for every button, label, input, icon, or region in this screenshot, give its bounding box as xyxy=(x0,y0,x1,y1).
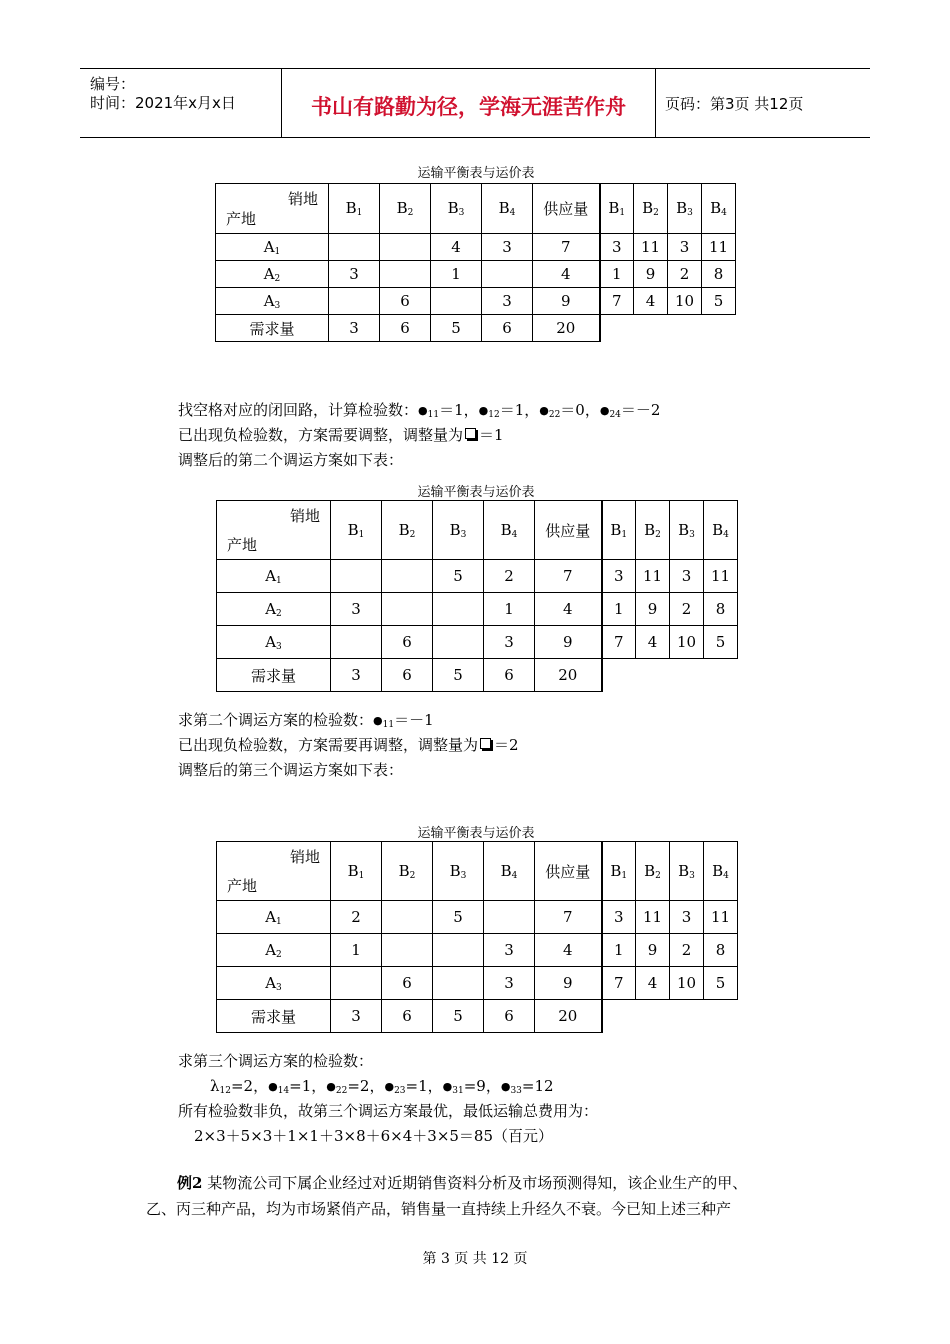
subscript: 11 xyxy=(427,410,440,420)
cost-column-header-cell xyxy=(602,501,636,560)
row-header-cell xyxy=(217,626,331,659)
cost-cell: 7 xyxy=(602,626,636,659)
cell-label: B xyxy=(498,199,510,217)
text-segment: 某物流公司下属企业经过对近期销售资料分析及市场预测得知，该企业生产的甲、 xyxy=(207,1174,748,1192)
page-footer: 第 3 页 共 12 页 xyxy=(422,1251,528,1267)
column-header-cell xyxy=(382,501,433,560)
allocation-cell xyxy=(382,560,433,593)
subscript: 33 xyxy=(510,1086,522,1096)
allocation-cell: 3 xyxy=(484,967,535,1000)
demand-cell: 5 xyxy=(431,315,482,342)
table-header-row xyxy=(216,184,736,234)
empty-corner-cell xyxy=(602,659,738,692)
column-header-cell xyxy=(331,842,382,901)
cell-label: B xyxy=(678,861,690,880)
demand-row xyxy=(216,315,736,342)
supply-cell: 4 xyxy=(533,261,600,288)
cell-label: B xyxy=(610,520,622,539)
cell-subscript: 2 xyxy=(653,208,659,218)
allocation-cell: 3 xyxy=(329,261,380,288)
demand-header-cell: 需求量 xyxy=(216,315,329,342)
text-segment: ＝0， xyxy=(560,401,600,419)
corner-bottom-label: 产地 xyxy=(227,536,258,554)
cell-label: B xyxy=(347,520,359,539)
allocation-cell xyxy=(380,261,431,288)
row-header-cell xyxy=(217,967,331,1000)
table-row xyxy=(217,901,738,934)
supply-header-cell: 供应量 xyxy=(535,501,602,560)
header-page-cell xyxy=(655,69,870,137)
bullet-icon: ● xyxy=(384,1080,395,1093)
allocation-cell xyxy=(433,934,484,967)
example-2-line-2: 乙、丙三种产品，均为市场紧俏产品，销售量一直持续上升经久不衰。今已知上述三种产 xyxy=(146,1200,732,1218)
demand-cell: 6 xyxy=(482,315,533,342)
cell-subscript: 2 xyxy=(409,870,416,881)
cost-cell: 10 xyxy=(670,626,704,659)
cell-label: B xyxy=(345,199,357,217)
allocation-cell: 1 xyxy=(331,934,382,967)
row-header-cell xyxy=(216,234,329,261)
allocation-cell: 4 xyxy=(431,234,482,261)
text-segment: ＝－1 xyxy=(394,711,434,729)
text-segment: 已出现负检验数，方案需要调整，调整量为 xyxy=(178,426,464,444)
cost-column-header-cell xyxy=(636,501,670,560)
demand-row xyxy=(217,1000,738,1033)
demand-cell: 6 xyxy=(380,315,431,342)
cell-label: B xyxy=(500,520,512,539)
cost-cell: 11 xyxy=(636,901,670,934)
table-row xyxy=(216,261,736,288)
cost-cell: 7 xyxy=(600,288,634,315)
subscript: 22 xyxy=(335,1086,348,1096)
allocation-cell xyxy=(331,626,382,659)
demand-cell: 3 xyxy=(331,1000,382,1033)
page-header xyxy=(80,68,870,138)
table1-caption: 运输平衡表与运价表 xyxy=(417,166,535,181)
cost-cell: 5 xyxy=(704,626,738,659)
cost-column-header-cell xyxy=(668,184,702,234)
demand-cell: 6 xyxy=(382,659,433,692)
column-header-cell xyxy=(329,184,380,234)
allocation-cell: 3 xyxy=(482,234,533,261)
total-cell: 20 xyxy=(533,315,600,342)
cell-subscript: 4 xyxy=(511,529,518,540)
cost-column-header-cell xyxy=(704,501,738,560)
column-header-cell xyxy=(433,501,484,560)
cell-subscript: 4 xyxy=(509,208,516,218)
column-header-cell xyxy=(482,184,533,234)
cell-subscript: 3 xyxy=(460,870,467,881)
row-header-cell xyxy=(217,593,331,626)
allocation-cell xyxy=(433,967,484,1000)
cost-cell: 11 xyxy=(636,560,670,593)
cell-label: B xyxy=(398,520,410,539)
row-header-cell xyxy=(217,901,331,934)
cost-cell: 5 xyxy=(704,967,738,1000)
table-row xyxy=(217,593,738,626)
cost-cell: 2 xyxy=(670,934,704,967)
lambda-symbol: λ xyxy=(210,1077,220,1095)
allocation-cell xyxy=(382,593,433,626)
allocation-cell: 5 xyxy=(433,901,484,934)
text-segment: ＝－2 xyxy=(620,401,661,419)
cell-label: B xyxy=(676,199,688,217)
cost-cell: 4 xyxy=(636,967,670,1000)
row-header-cell xyxy=(217,560,331,593)
text-line-adjust-2 xyxy=(178,734,519,755)
table-header-row xyxy=(217,501,738,560)
header-motto-cell xyxy=(281,69,656,137)
allocation-cell xyxy=(484,901,535,934)
allocation-cell xyxy=(433,593,484,626)
allocation-cell: 6 xyxy=(380,288,431,315)
cost-cell: 11 xyxy=(634,234,668,261)
cell-label: A xyxy=(265,973,277,992)
table-row xyxy=(217,560,738,593)
cell-subscript: 4 xyxy=(721,208,727,218)
column-header-cell xyxy=(484,501,535,560)
example-label: 例2 xyxy=(177,1174,203,1192)
allocation-cell: 6 xyxy=(382,626,433,659)
cell-subscript: 1 xyxy=(276,575,282,586)
cost-column-header-cell xyxy=(636,842,670,901)
cell-subscript: 3 xyxy=(689,529,695,540)
allocation-cell xyxy=(431,288,482,315)
cell-subscript: 3 xyxy=(276,982,282,993)
column-header-cell xyxy=(433,842,484,901)
cell-subscript: 2 xyxy=(655,870,661,881)
cell-label: B xyxy=(712,520,724,539)
text-segment: ＝1， xyxy=(499,401,540,419)
demand-cell: 6 xyxy=(484,659,535,692)
text-segment: 已出现负检验数，方案需要再调整，调整量为 xyxy=(178,736,479,754)
cell-label: A xyxy=(265,599,277,618)
row-header-cell xyxy=(216,288,329,315)
table-row xyxy=(216,234,736,261)
cost-column-header-cell xyxy=(600,184,634,234)
subscript: 31 xyxy=(452,1086,464,1096)
row-header-cell xyxy=(217,934,331,967)
cell-label: B xyxy=(712,861,724,880)
supply-cell: 7 xyxy=(535,560,602,593)
cost-cell: 1 xyxy=(602,593,636,626)
cost-cell: 10 xyxy=(668,288,702,315)
cell-subscript: 1 xyxy=(276,916,282,927)
column-header-cell xyxy=(380,184,431,234)
subscript: 12 xyxy=(488,410,500,420)
cell-subscript: 1 xyxy=(356,208,363,218)
table2-caption: 运输平衡表与运价表 xyxy=(417,485,535,500)
cost-cell: 3 xyxy=(602,901,636,934)
cell-subscript: 4 xyxy=(511,870,518,881)
corner-header-cell xyxy=(217,501,331,560)
cost-cell: 3 xyxy=(670,560,704,593)
allocation-cell xyxy=(329,234,380,261)
cell-label: B xyxy=(678,520,690,539)
cell-label: B xyxy=(610,861,622,880)
text-segment: ＝1， xyxy=(439,401,479,419)
allocation-cell xyxy=(382,934,433,967)
cell-subscript: 1 xyxy=(274,246,281,257)
cost-cell: 1 xyxy=(602,934,636,967)
text-segment: =12 xyxy=(521,1077,554,1095)
corner-top-label: 销地 xyxy=(289,848,320,866)
allocation-cell: 1 xyxy=(431,261,482,288)
subscript: 22 xyxy=(548,410,561,420)
cell-subscript: 4 xyxy=(723,529,729,540)
bullet-icon: ● xyxy=(599,404,610,417)
subscript: 11 xyxy=(382,720,395,730)
table-row xyxy=(216,288,736,315)
cell-label: B xyxy=(500,861,512,880)
bullet-icon: ● xyxy=(442,1080,453,1093)
cell-subscript: 1 xyxy=(358,870,365,881)
text-segment: =9， xyxy=(463,1077,501,1095)
bullet-icon: ● xyxy=(373,714,383,727)
cost-cell: 8 xyxy=(704,934,738,967)
header-motto: 书山有路勤为径，学海无涯苦作舟 xyxy=(311,95,626,119)
column-header-cell xyxy=(331,501,382,560)
cost-column-header-cell xyxy=(704,842,738,901)
empty-corner-cell xyxy=(602,1000,738,1033)
bullet-icon: ● xyxy=(418,404,428,417)
text-line-check-numbers-2 xyxy=(178,709,434,730)
text-line-second-plan: 调整后的第二个调运方案如下表： xyxy=(178,451,404,469)
demand-row xyxy=(217,659,738,692)
supply-cell: 9 xyxy=(535,967,602,1000)
text-line-lambda-values xyxy=(210,1075,554,1096)
cell-subscript: 1 xyxy=(619,208,626,218)
cost-cell: 3 xyxy=(602,560,636,593)
cell-label: B xyxy=(396,199,408,217)
allocation-cell: 2 xyxy=(484,560,535,593)
cost-column-header-cell xyxy=(702,184,736,234)
cost-cell: 8 xyxy=(704,593,738,626)
demand-header-cell: 需求量 xyxy=(217,1000,331,1033)
allocation-cell xyxy=(380,234,431,261)
cost-cell: 3 xyxy=(668,234,702,261)
cost-cell: 9 xyxy=(636,593,670,626)
text-segment: =2， xyxy=(347,1077,385,1095)
text-segment: =2， xyxy=(230,1077,269,1095)
subscript: 23 xyxy=(394,1086,406,1096)
allocation-cell: 3 xyxy=(484,934,535,967)
demand-cell: 3 xyxy=(329,315,380,342)
text-line-third-plan: 调整后的第三个调运方案如下表： xyxy=(178,761,404,779)
allocation-cell: 6 xyxy=(382,967,433,1000)
cell-label: B xyxy=(644,861,656,880)
cell-subscript: 3 xyxy=(687,208,693,218)
allocation-cell xyxy=(482,261,533,288)
cell-label: B xyxy=(642,199,654,217)
header-date-label: 时间：2021年x月x日 xyxy=(90,94,236,112)
corner-bottom-label: 产地 xyxy=(227,877,258,895)
cell-subscript: 2 xyxy=(655,529,661,540)
empty-corner-cell xyxy=(600,315,736,342)
cell-label: A xyxy=(265,632,277,651)
cost-column-header-cell xyxy=(670,842,704,901)
corner-header-cell xyxy=(216,184,329,234)
cell-subscript: 3 xyxy=(689,870,695,881)
transport-table-2 xyxy=(216,500,738,692)
cell-subscript: 2 xyxy=(274,273,281,284)
cell-subscript: 2 xyxy=(407,208,414,218)
subscript: 14 xyxy=(277,1086,290,1096)
allocation-cell xyxy=(331,560,382,593)
cost-column-header-cell xyxy=(670,501,704,560)
cost-cell: 1 xyxy=(600,261,634,288)
corner-top-label: 销地 xyxy=(287,190,318,208)
cost-cell: 4 xyxy=(634,288,668,315)
bullet-icon: ● xyxy=(326,1080,336,1093)
total-cell: 20 xyxy=(535,1000,602,1033)
table-row xyxy=(217,967,738,1000)
bullet-icon: ● xyxy=(539,404,549,417)
allocation-cell xyxy=(382,901,433,934)
allocation-cell: 3 xyxy=(331,593,382,626)
cost-cell: 11 xyxy=(704,901,738,934)
demand-cell: 5 xyxy=(433,1000,484,1033)
cost-cell: 2 xyxy=(670,593,704,626)
text-line-conclusion: 所有检验数非负，故第三个调运方案最优，最低运输总费用为： xyxy=(178,1102,599,1120)
table-header-row xyxy=(217,842,738,901)
cell-subscript: 1 xyxy=(358,529,365,540)
cell-subscript: 2 xyxy=(409,529,416,540)
subscript: 12 xyxy=(219,1086,231,1096)
cell-label: B xyxy=(449,861,461,880)
table-row xyxy=(217,934,738,967)
transport-table-3 xyxy=(216,841,738,1033)
supply-cell: 9 xyxy=(533,288,600,315)
cost-column-header-cell xyxy=(634,184,668,234)
demand-cell: 6 xyxy=(484,1000,535,1033)
allocation-cell xyxy=(331,967,382,1000)
allocation-cell xyxy=(329,288,380,315)
text-segment: 找空格对应的闭回路，计算检验数： xyxy=(178,401,419,419)
column-header-cell xyxy=(431,184,482,234)
corner-top-label: 销地 xyxy=(289,507,320,525)
cell-label: B xyxy=(449,520,461,539)
allocation-cell: 3 xyxy=(482,288,533,315)
transport-table-1 xyxy=(215,183,736,342)
cell-label: B xyxy=(398,861,410,880)
subscript: 24 xyxy=(609,410,621,420)
text-line-adjust-1 xyxy=(178,424,504,445)
cost-cell: 3 xyxy=(600,234,634,261)
bullet-icon: ● xyxy=(478,404,489,417)
cell-label: A xyxy=(263,291,275,310)
header-left-cell xyxy=(80,69,281,137)
cost-column-header-cell xyxy=(602,842,636,901)
cost-cell: 2 xyxy=(668,261,702,288)
text-segment: =1， xyxy=(289,1077,327,1095)
cell-label: A xyxy=(265,907,277,926)
cell-label: B xyxy=(608,199,620,217)
text-line-total-cost: 2×3＋5×3＋1×1＋3×8＋6×4＋3×5＝85（百元） xyxy=(194,1127,554,1145)
bullet-icon: ● xyxy=(500,1080,511,1093)
cell-label: B xyxy=(447,199,459,217)
cost-cell: 9 xyxy=(634,261,668,288)
table3-caption: 运输平衡表与运价表 xyxy=(417,826,535,841)
cell-label: B xyxy=(644,520,656,539)
cell-subscript: 4 xyxy=(723,870,729,881)
cost-cell: 3 xyxy=(670,901,704,934)
example-2-line-1 xyxy=(177,1172,747,1193)
supply-header-cell: 供应量 xyxy=(535,842,602,901)
cost-cell: 11 xyxy=(702,234,736,261)
table-row xyxy=(217,626,738,659)
bullet-icon: ● xyxy=(268,1080,278,1093)
header-page-label: 页码：第3页 共12页 xyxy=(665,95,804,113)
cell-subscript: 3 xyxy=(460,529,467,540)
column-header-cell xyxy=(382,842,433,901)
supply-cell: 7 xyxy=(535,901,602,934)
column-header-cell xyxy=(484,842,535,901)
text-line-check-numbers-1 xyxy=(178,399,660,420)
corner-header-cell xyxy=(217,842,331,901)
cell-subscript: 3 xyxy=(276,641,282,652)
square-box-icon xyxy=(480,738,491,749)
text-segment: 求第二个调运方案的检验数： xyxy=(178,711,374,729)
text-segment: ＝1 xyxy=(479,426,504,444)
allocation-cell xyxy=(433,626,484,659)
cell-label: A xyxy=(265,940,277,959)
cost-cell: 11 xyxy=(704,560,738,593)
allocation-cell: 1 xyxy=(484,593,535,626)
cell-subscript: 2 xyxy=(276,608,282,619)
allocation-cell: 2 xyxy=(331,901,382,934)
demand-header-cell: 需求量 xyxy=(217,659,331,692)
cell-subscript: 1 xyxy=(621,529,628,540)
cost-cell: 9 xyxy=(636,934,670,967)
text-line-check-numbers-3: 求第三个调运方案的检验数： xyxy=(178,1052,374,1070)
header-code-label: 编号： xyxy=(90,75,136,93)
text-segment: ＝2 xyxy=(494,736,519,754)
cost-cell: 10 xyxy=(670,967,704,1000)
corner-bottom-label: 产地 xyxy=(226,210,257,228)
square-box-icon xyxy=(465,428,476,439)
cost-cell: 8 xyxy=(702,261,736,288)
cell-label: B xyxy=(347,861,359,880)
cost-cell: 5 xyxy=(702,288,736,315)
supply-cell: 4 xyxy=(535,593,602,626)
demand-cell: 5 xyxy=(433,659,484,692)
allocation-cell: 3 xyxy=(484,626,535,659)
cost-cell: 4 xyxy=(636,626,670,659)
cell-label: A xyxy=(265,566,277,585)
cell-subscript: 3 xyxy=(458,208,465,218)
cell-subscript: 2 xyxy=(276,949,282,960)
demand-cell: 3 xyxy=(331,659,382,692)
supply-header-cell: 供应量 xyxy=(533,184,600,234)
cell-subscript: 3 xyxy=(274,300,281,311)
text-segment: =1， xyxy=(405,1077,443,1095)
supply-cell: 4 xyxy=(535,934,602,967)
allocation-cell: 5 xyxy=(433,560,484,593)
cost-cell: 7 xyxy=(602,967,636,1000)
supply-cell: 9 xyxy=(535,626,602,659)
cell-label: A xyxy=(263,237,275,256)
cell-subscript: 1 xyxy=(621,870,628,881)
supply-cell: 7 xyxy=(533,234,600,261)
cell-label: A xyxy=(263,264,275,283)
demand-cell: 6 xyxy=(382,1000,433,1033)
row-header-cell xyxy=(216,261,329,288)
total-cell: 20 xyxy=(535,659,602,692)
cell-label: B xyxy=(710,199,722,217)
